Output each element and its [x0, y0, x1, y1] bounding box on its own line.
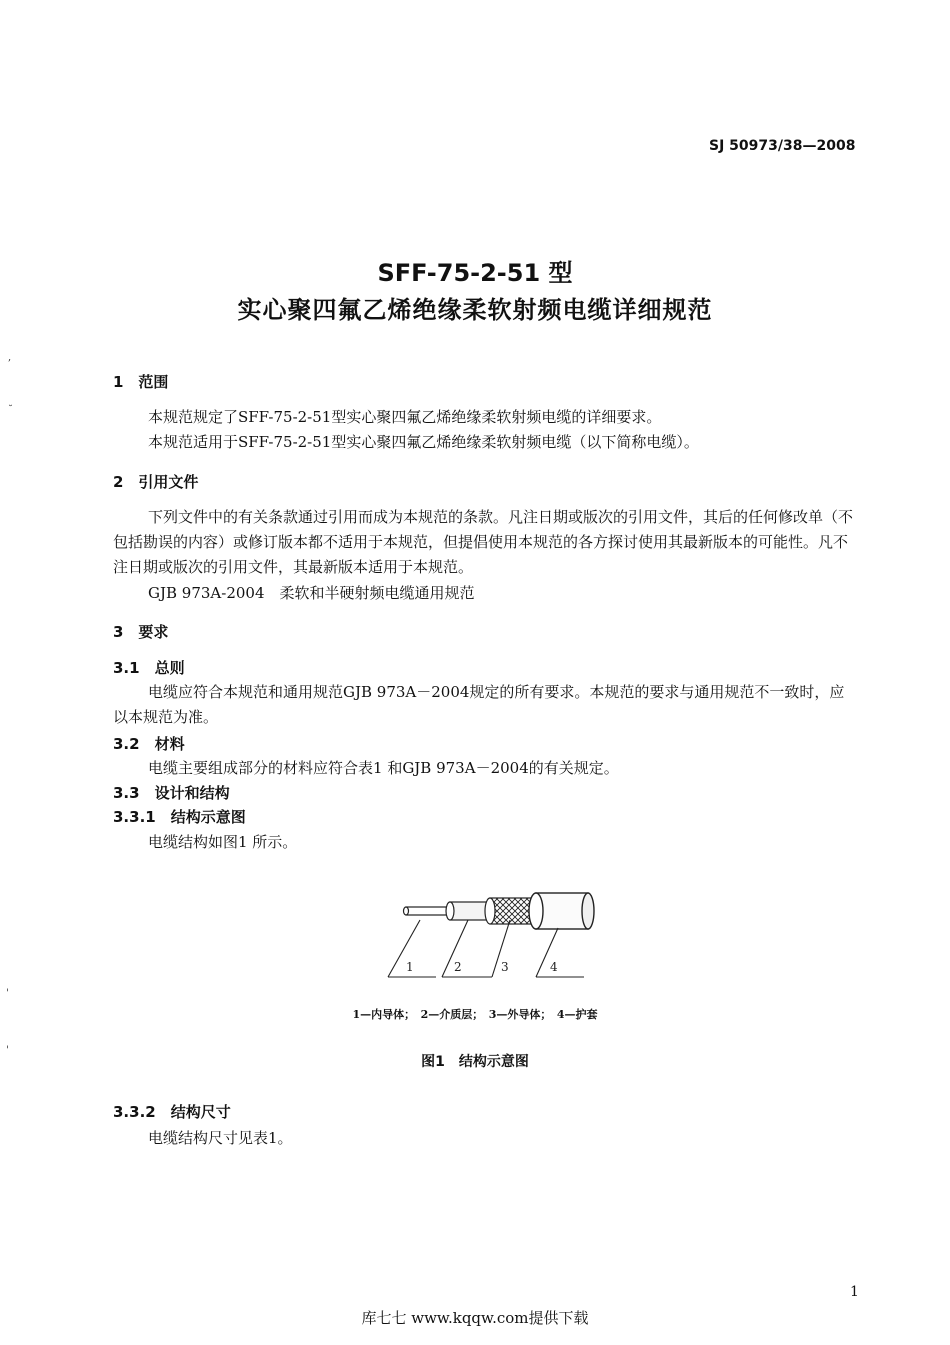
figure-legend: 1—内导体； 2—介质层； 3—外导体； 4—护套 [352, 1008, 598, 1021]
inner-conductor-shape [404, 907, 451, 915]
figure-label-2: 2 [454, 960, 462, 974]
dielectric-shape [446, 902, 490, 920]
document-title-model: SFF-75-2-51 型 [377, 259, 573, 287]
section-3-3-1-heading: 3.3.1 结构示意图 [113, 808, 246, 826]
section-1-heading: 1 范围 [113, 373, 169, 391]
section-3-3-2-heading: 3.3.2 结构尺寸 [113, 1103, 231, 1121]
standard-number: SJ 50973/38—2008 [709, 138, 856, 154]
section-1-para-1: 本规范规定了SFF-75-2-51型实心聚四氟乙烯绝缘柔软射频电缆的详细要求。 [148, 408, 662, 426]
leader-line-4 [536, 928, 584, 977]
scan-speck: , [8, 352, 12, 363]
section-2-heading: 2 引用文件 [113, 473, 199, 491]
scan-speck: ˘ [8, 405, 13, 416]
reference-document: GJB 973A-2004 柔软和半硬射频电缆通用规范 [148, 584, 475, 602]
section-1-para-2: 本规范适用于SFF-75-2-51型实心聚四氟乙烯绝缘柔软射频电缆（以下简称电缆）。 [148, 433, 699, 451]
jacket-shape [529, 893, 594, 929]
section-3-1-heading: 3.1 总则 [113, 659, 185, 677]
figure-title: 图1 结构示意图 [421, 1054, 529, 1070]
figure-label-1: 1 [406, 960, 414, 974]
section-3-1-paragraph: 电缆应符合本规范和通用规范GJB 973A－2004规定的所有要求。本规范的要求与通用规范不一致时，应以本规范为准。 [113, 683, 845, 726]
section-3-3-heading: 3.3 设计和结构 [113, 784, 230, 802]
page-number: 1 [850, 1284, 859, 1300]
leader-line-2 [442, 920, 492, 977]
section-3-3-2-paragraph: 电缆结构尺寸见表1。 [148, 1129, 293, 1147]
download-footer: 库七七 www.kqqw.com提供下载 [361, 1309, 589, 1327]
section-3-2-paragraph: 电缆主要组成部分的材料应符合表1 和GJB 973A－2004的有关规定。 [148, 759, 619, 777]
figure-label-3: 3 [501, 960, 509, 974]
scan-speck: ' [6, 1045, 9, 1056]
cable-structure-figure [380, 890, 610, 990]
section-2-paragraph: 下列文件中的有关条款通过引用而成为本规范的条款。凡注日期或版次的引用文件，其后的任何修改单（不包括勘误的内容）或修订版本都不适用于本规范，但提倡使用本规范的各方探讨使用其最新版本的可能性。凡不注日期或版次的引用文件，其最新版本适用于本规范。 [113, 508, 854, 576]
section-3-3-1-paragraph: 电缆结构如图1 所示。 [148, 833, 298, 851]
section-3-2-heading: 3.2 材料 [113, 735, 185, 753]
section-3-heading: 3 要求 [113, 623, 169, 641]
document-title: 实心聚四氟乙烯绝缘柔软射频电缆详细规范 [237, 296, 713, 324]
figure-label-4: 4 [550, 960, 558, 974]
scan-speck: ' [6, 988, 9, 999]
